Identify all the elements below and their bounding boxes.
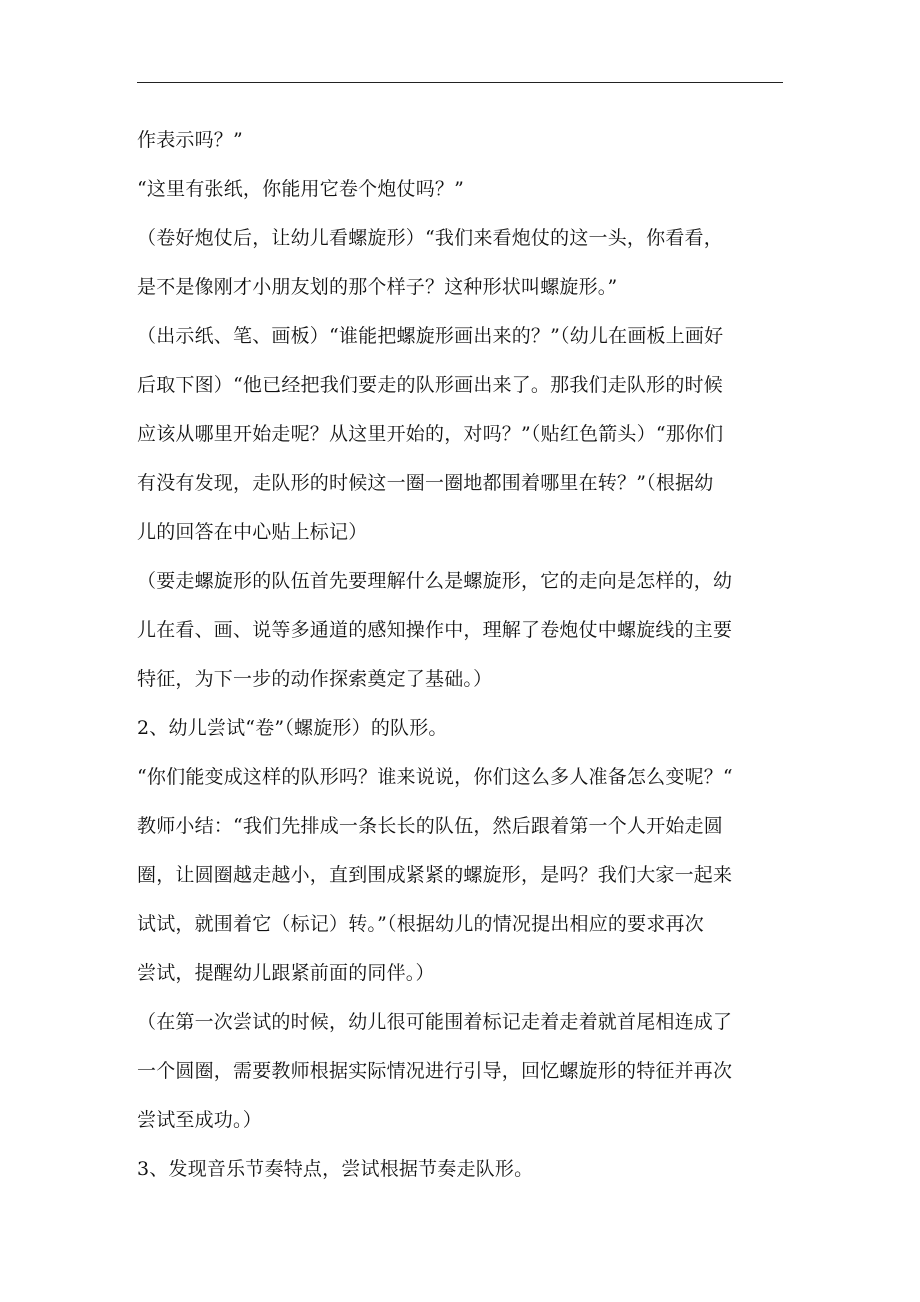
- text-line: 应该从哪里开始走呢？从这里开始的，对吗？”（贴红色箭头）“那你们: [137, 423, 724, 445]
- section-heading: [137, 1145, 787, 1194]
- text-line: 教师小结：“我们先排成一条长长的队伍，然后跟着第一个人开始走圆: [137, 815, 723, 837]
- paragraph: [137, 557, 787, 704]
- paragraph: [137, 753, 787, 998]
- paragraph: [137, 312, 787, 557]
- text-line: 特征，为下一步的动作探索奠定了基础。）: [137, 668, 493, 690]
- paragraph: [137, 165, 787, 214]
- text-line: 圈，让圆圈越走越小，直到围成紧紧的螺旋形，是吗？我们大家一起来: [137, 864, 733, 886]
- text-line: 后取下图）“他已经把我们要走的队形画出来了。那我们走队形的时候: [137, 374, 723, 396]
- text-line: “你们能变成这样的队形吗？谁来说说，你们这么多人准备怎么变呢？“: [137, 766, 733, 788]
- text-line: 作表示吗？”: [137, 129, 243, 151]
- text-line: 尝试至成功。）: [137, 1109, 262, 1131]
- text-line: 是不是像刚才小朋友划的那个样子？这种形状叫螺旋形。”: [137, 276, 618, 298]
- text-line: 尝试，提醒幼儿跟紧前面的同伴。）: [137, 962, 435, 984]
- text-line: （出示纸、笔、画板）“谁能把螺旋形画出来的？”（幼儿在画板上画好: [137, 325, 724, 347]
- text-line: 试试，就围着它（标记）转。”（根据幼儿的情况提出相应的要求再次: [137, 913, 704, 935]
- text-line: 儿的回答在中心贴上标记）: [137, 521, 368, 543]
- text-line: 有没有发现，走队形的时候这一圈一圈地都围着哪里在转？”（根据幼: [137, 472, 714, 494]
- text-line: 儿在看、画、说等多通道的感知操作中，理解了卷炮仗中螺旋线的主要: [137, 619, 733, 641]
- text-line: 3、发现音乐节奏特点，尝试根据节奏走队形。: [137, 1158, 534, 1180]
- paragraph: [137, 998, 787, 1145]
- text-line: （在第一次尝试的时候，幼儿很可能围着标记走着走着就首尾相连成了: [137, 1011, 733, 1033]
- header-rule: [137, 82, 783, 83]
- paragraph: [137, 214, 787, 312]
- text-line: “这里有张纸，你能用它卷个炮仗吗？”: [137, 178, 465, 200]
- text-line: （卷好炮仗后，让幼儿看螺旋形）“我们来看炮仗的这一头，你看看，: [137, 227, 723, 249]
- document-body: [137, 116, 787, 1194]
- text-line: （要走螺旋形的队伍首先要理解什么是螺旋形，它的走向是怎样的，幼: [137, 570, 733, 592]
- text-line: 2、幼儿尝试“卷”（螺旋形）的队形。: [137, 717, 448, 739]
- paragraph: [137, 116, 787, 165]
- section-heading: [137, 704, 787, 753]
- text-line: 一个圆圈，需要教师根据实际情况进行引导，回忆螺旋形的特征并再次: [137, 1060, 733, 1082]
